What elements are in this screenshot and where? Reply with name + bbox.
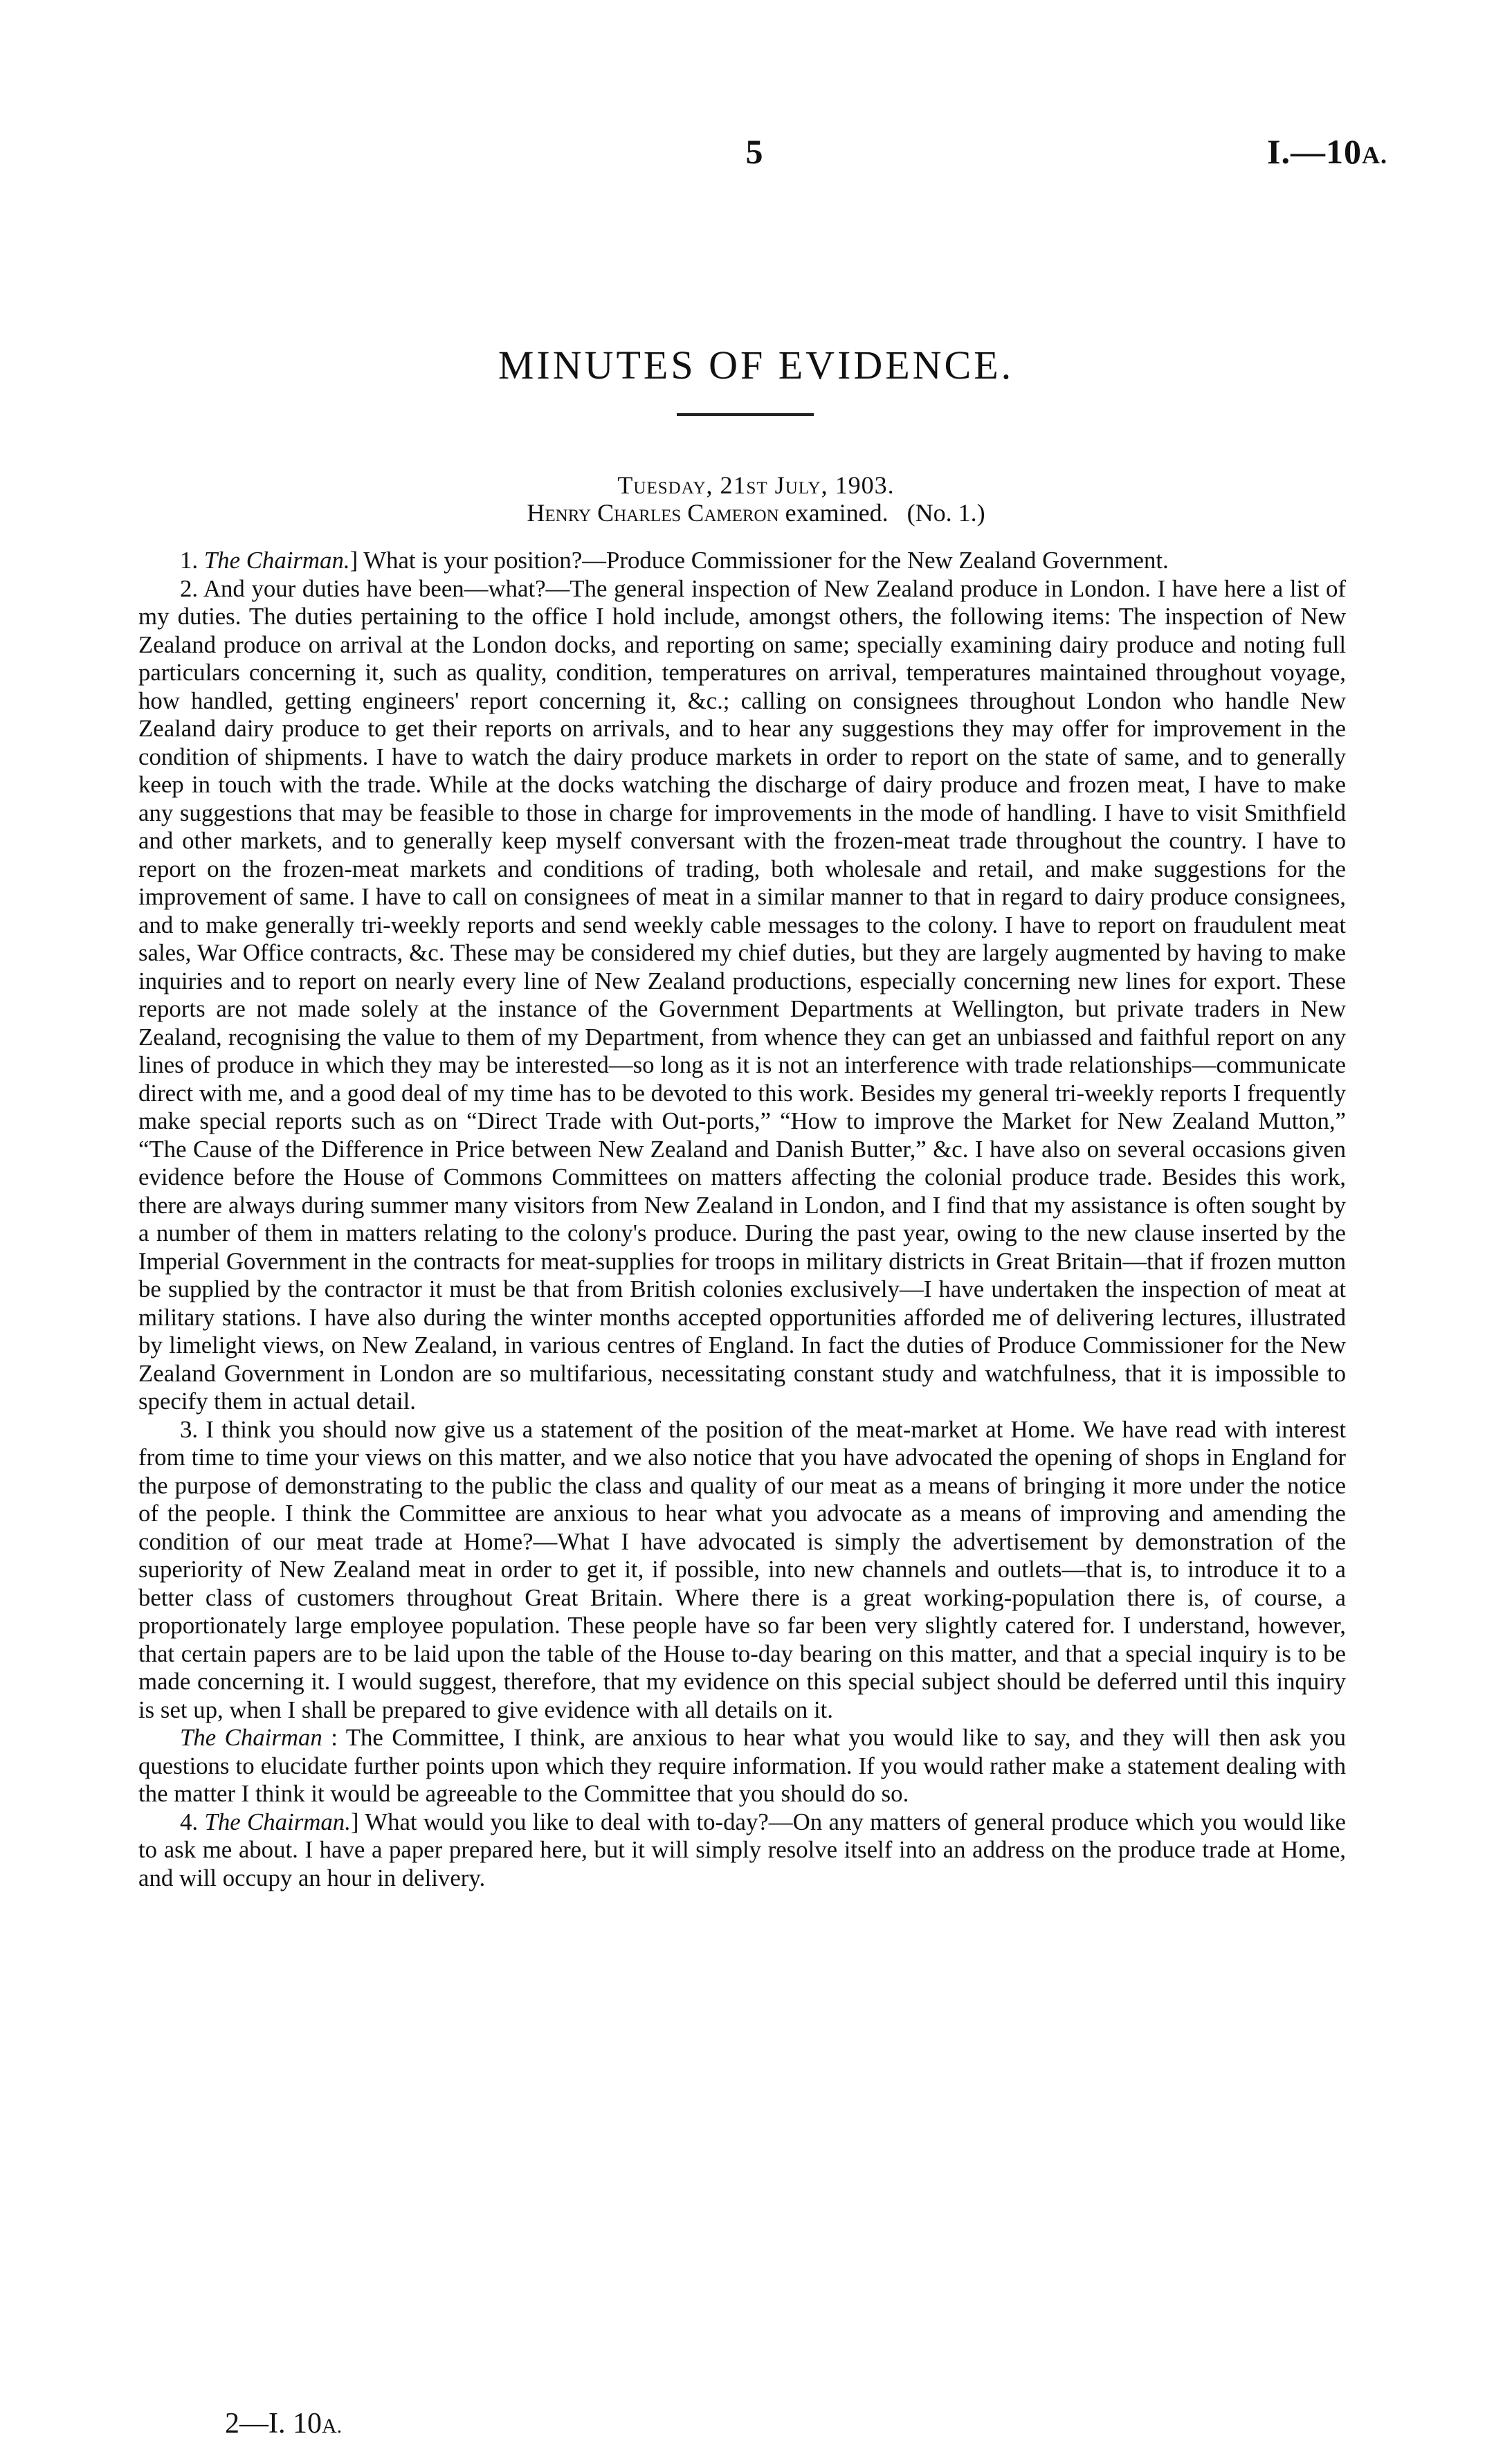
paragraph-number: 3. [180,1415,199,1443]
page-number: 5 [745,132,763,171]
signature-suffix: A. [322,2415,343,2437]
evidence-paragraph [138,1724,1346,1808]
evidence-paragraph [138,547,1346,575]
witness-name: Henry Charles Cameron [527,499,779,527]
paragraph-text: And your duties have been—what?—The general inspection of New Zealand produce in London. I have here a list of my duties. The duties pertaining to the office I hold include, amongst others, the following items: The inspection of New Zealand produce on arrival at the London docks, and reporting on same; specially examining dairy produce and noting full particulars concerning it, such as quality, condition, temperatures on arrival, temperatures maintained throughout voyage, how handled, getting engineers' report concerning it, &c.; calling on consignees throughout London who handle New Zealand dairy produce to get their reports on arrivals, and to hear any suggestions they may offer for improvement in the condition of shipments. I have to watch the dairy produce markets in order to report on the state of same, and to generally keep in touch with the trade. While at the docks watching the discharge of dairy produce and frozen meat, I have to make any suggestions that may be feasible to those in charge for improvements in the mode of handling. I have to visit Smithfield and other markets, and to generally keep myself conversant with the frozen-meat trade throughout the country. I have to report on the frozen-meat markets and conditions of trading, both wholesale and retail, and make suggestions for the improvement of same. I have to call on consignees of meat in a similar manner to that in regard to dairy produce consignees, and to make generally tri-weekly reports and send weekly cable messages to the colony. I have to report on fraudulent meat sales, War Office contracts, &c. These may be considered my chief duties, but they are largely augmented by having to make inquiries and to report on nearly every line of New Zealand productions, especially concerning new lines for export. These reports are not made solely at the instance of the Government Departments at Wellington, but private traders in New Zealand, recognising the value to them of my Department, from whence they can get an unbiassed and faithful report on any lines of produce in which they may be interested—so long as it is not an interference with trade relationships—communicate direct with me, and a good deal of my time has to be devoted to this work. Besides my general tri-weekly reports I frequently make special reports such as on “Direct Trade with Out-ports,” “How to improve the Market for New Zealand Mutton,” “The Cause of the Difference in Price between New Zealand and Danish Butter,” &c. I have also on several occasions given evidence before the House of Commons Committees on matters affecting the colonial produce trade. Besides this work, there are always during summer many visitors from New Zealand in London, and I find that my assistance is often sought by a number of them in matters relating to the colony's produce. During the past year, owing to the new clause inserted by the Imperial Government in the contracts for meat-supplies for troops in military districts in Great Britain—that if frozen mutton be supplied by the contractor it must be that from British colonies exclusively—I have undertaken the inspection of meat at military stations. I have also during the winter months accepted opportunities afforded me of delivering lectures, illustrated by limelight views, on New Zealand, in various centres of England. In fact the duties of Produce Commissioner for the New Zealand Government in London are so multifarious, necessitating constant study and watchfulness, that it is impossible to specify them in actual detail. [138,574,1346,1415]
title-rule [677,413,814,416]
speaker-bracket: ] [349,547,358,574]
evidence-paragraph [138,575,1346,1416]
paragraph-number: 1. [180,547,199,574]
paragraph-number: 2. [180,574,199,602]
speaker-label: The Chairman [180,1724,322,1751]
witness-line [0,498,1512,527]
witness-number: (No. 1.) [907,499,985,527]
paragraph-text: What is your position?—Produce Commissioner for the New Zealand Government. [363,547,1169,574]
signature-mark [225,2407,342,2440]
speaker-label: The Chairman. [203,547,350,574]
paragraph-number: 4. [180,1808,199,1835]
witness-status: examined. [785,499,889,527]
evidence-body [138,547,1346,1892]
paragraph-text: What would you like to deal with to-day?—On any matters of general produce which you would like to ask me about. I have a paper prepared here, but it will simply resolve itself into an address on the produce trade at Home, and will occupy an hour in delivery. [138,1808,1346,1891]
document-reference [1267,131,1387,172]
speaker-bracket: : [331,1724,338,1751]
paragraph-text: I think you should now give us a statement of the position of the meat-market at Home. We have read with interest from time to time your views on this matter, and we also notice that you have advocated the opening of shops in England for the purpose of demonstrating to the public the class and quality of our meat as a means of bringing it more under the notice of the people. I think the Committee are anxious to hear what you advocate as a means of improving and amending the condition of our meat trade at Home?—What I have advocated is simply the advertisement by demonstration of the superiority of New Zealand meat in order to get it, if possible, into new channels and outlets—that is, to introduce it to a better class of customers throughout Great Britain. Where there is a great working-population there is, of course, a proportionately large employee population. These people have so far been very slightly catered for. I understand, however, that certain papers are to be laid upon the table of the House to-day bearing on this matter, and that a special inquiry is to be made concerning it. I would suggest, therefore, that my evidence on this special subject should be deferred until this inquiry is set up, when I shall be prepared to give evidence with all details on it. [138,1415,1346,1723]
document-reference-suffix: A. [1362,141,1387,169]
speaker-label: The Chairman. [204,1808,351,1835]
evidence-paragraph [138,1808,1346,1893]
session-date: Tuesday, 21st July, 1903. [617,471,895,499]
speaker-bracket: ] [350,1808,359,1835]
evidence-paragraph [138,1416,1346,1725]
signature-main: 2—I. 10 [225,2408,322,2440]
page-title: MINUTES OF EVIDENCE. [498,342,1014,388]
paragraph-text: The Committee, I think, are anxious to hear what you would like to say, and they will then ask you questions to elucidate further points upon which they require information. If you would rather make a statement dealing with the matter I think it would be agreeable to the Committee that you should do so. [138,1724,1346,1807]
document-reference-main: I.—10 [1267,132,1362,171]
